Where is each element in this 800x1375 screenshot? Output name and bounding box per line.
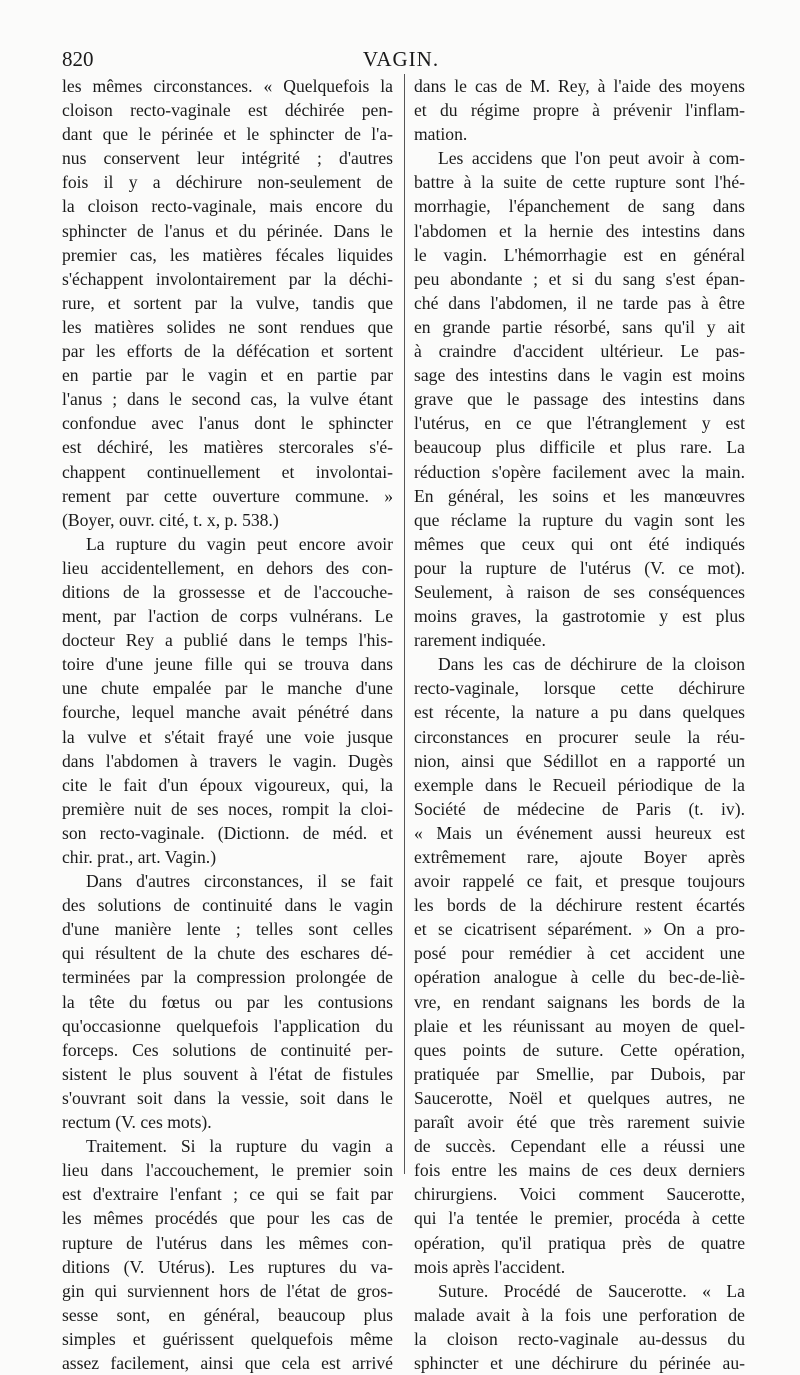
text-line: beaucoup plus difficile et plus rare. La xyxy=(414,437,745,458)
text-line: ché dans l'abdomen, il ne tarde pas à être xyxy=(414,292,745,313)
text-line: terminées par la compression prolongée de xyxy=(62,967,393,988)
text-line: que réclame la rupture du vagin sont les xyxy=(414,509,745,530)
text-line: moins graves, la gastrotomie y est plus xyxy=(414,606,745,627)
left-column xyxy=(62,74,393,1375)
text-line: pour la rupture de l'utérus (V. ce mot). xyxy=(414,557,745,578)
text-line: s'ouvrant soit dans la vessie, soit dans le xyxy=(62,1087,393,1108)
text-line: fourche, lequel manche avait pénétré dans xyxy=(62,702,393,723)
text-line: qui résultent de la chute des eschares dé- xyxy=(62,943,393,964)
text-line: rarement indiquée. xyxy=(414,630,546,651)
text-line: l'utérus, en ce que l'étranglement y est xyxy=(414,413,745,434)
text-line: peu abondante ; et si du sang s'est épan- xyxy=(414,268,745,289)
text-line: son recto-vaginale. (Dictionn. de méd. et xyxy=(62,822,393,843)
text-line: posé pour remédier à cet accident une xyxy=(414,943,745,964)
text-line: lieu dans l'accouchement, le premier soin xyxy=(62,1160,393,1181)
text-line: l'anus ; dans le second cas, la vulve étant xyxy=(62,389,393,410)
text-line: Les accidens que l'on peut avoir à com- xyxy=(438,148,745,169)
text-line: pratiquée par Smellie, par Dubois, par xyxy=(414,1063,745,1084)
text-line: et se cicatrisent séparément. » On a pro- xyxy=(414,919,745,940)
text-line: La rupture du vagin peut encore avoir xyxy=(86,533,393,554)
text-line: dans l'abdomen à travers le vagin. Dugès xyxy=(62,750,393,771)
right-column xyxy=(414,74,745,1375)
text-line: extrêmement rare, ajoute Boyer après xyxy=(414,847,745,867)
text-line: avoir rappelé ce fait, et presque toujours xyxy=(414,871,745,892)
text-line: plaie et les réunissant au moyen de quel- xyxy=(414,1015,745,1036)
text-line: simples et guérissent quelquefois même xyxy=(62,1328,393,1349)
column-divider xyxy=(404,74,405,1174)
page-number: 820 xyxy=(62,47,94,71)
text-line: rure, et sortent par la vulve, tandis que xyxy=(62,292,393,313)
text-line: Saucerotte, Noël et quelques autres, ne xyxy=(414,1087,745,1108)
text-line: toire d'une jeune fille qui se trouva dans xyxy=(62,654,393,675)
text-line: Dans les cas de déchirure de la cloison xyxy=(438,654,745,675)
text-line: sage des intestins dans le vagin est moins xyxy=(414,365,745,386)
running-head: VAGIN. xyxy=(362,47,440,71)
text-line: mation. xyxy=(414,124,468,145)
text-line: Société de médecine de Paris (t. iv). xyxy=(414,798,745,819)
text-line: cloison recto-vaginale est déchirée pen- xyxy=(62,100,393,121)
text-line: les mêmes procédés que pour les cas de xyxy=(62,1208,393,1229)
text-line: opération analogue à celle du bec-de-liè- xyxy=(414,967,745,988)
text-line: les matières solides ne sont rendues que xyxy=(62,316,393,337)
text-line: à craindre d'accident ultérieur. Le pas- xyxy=(414,341,745,362)
text-line: grave que le passage des intestins dans xyxy=(414,389,745,410)
text-line: la cloison recto-vaginale, mais encore du xyxy=(62,196,393,217)
text-line: s'échappent involontairement par la déchi- xyxy=(62,268,393,289)
text-line: sphincter de l'anus et du périnée. Dans le xyxy=(62,220,393,241)
text-line: opération, qu'il pratiqua près de quatre xyxy=(414,1232,745,1253)
text-line: « Mais un événement aussi heureux est xyxy=(414,822,745,843)
text-line: exemple dans le Recueil périodique de la xyxy=(414,774,745,795)
text-line: chirurgiens. Voici comment Saucerotte, xyxy=(414,1184,745,1205)
text-line: Seulement, à raison de ses conséquences xyxy=(414,581,745,602)
text-line: le vagin. L'hémorrhagie est en général xyxy=(414,244,745,265)
text-line: est récente, la nature a pu dans quelques xyxy=(414,702,745,723)
text-line: confondue avec l'anus dont le sphincter xyxy=(62,413,393,434)
text-line: (Boyer, ouvr. cité, t. x, p. 538.) xyxy=(62,509,279,530)
text-line: la vulve et s'était frayé une voie jusque xyxy=(62,726,393,747)
text-line: Dans d'autres circonstances, il se fait xyxy=(86,871,393,892)
text-line: ditions de la grossesse et de l'accouche- xyxy=(62,581,393,602)
text-line: battre à la suite de cette rupture sont l'hé- xyxy=(414,172,745,193)
text-line: malade avait à la fois une perforation de xyxy=(414,1304,745,1325)
text-line: premier cas, les matières fécales liquides xyxy=(62,244,393,265)
text-line: ques points de suture. Cette opération, xyxy=(414,1039,745,1060)
text-line: dant que le périnée et le sphincter de l'a- xyxy=(62,124,393,145)
text-line: les bords de la déchirure restent écartés xyxy=(414,895,745,916)
text-line: forceps. Ces solutions de continuité per- xyxy=(62,1039,393,1060)
text-line: rectum (V. ces mots). xyxy=(62,1112,212,1133)
text-line: l'abdomen et la hernie des intestins dans xyxy=(414,220,745,241)
text-line: les mêmes circonstances. « Quelquefois la xyxy=(62,76,393,96)
text-line: circonstances en procurer seule la réu- xyxy=(414,726,745,747)
text-line: chir. prat., art. Vagin.) xyxy=(62,847,217,867)
text-line: vre, en rendant saignans les bords de la xyxy=(414,991,745,1012)
text-line: mois après l'accident. xyxy=(414,1256,566,1277)
text-line: la tête du fœtus ou par les contusions xyxy=(62,991,393,1012)
text-line: nus conservent leur intégrité ; d'autres xyxy=(62,148,393,169)
text-line: lieu accidentellement, en dehors des con- xyxy=(62,557,393,578)
text-line: nion, ainsi que Sédillot en a rapporté un xyxy=(414,750,745,771)
text-line: docteur Rey a publié dans le temps l'his- xyxy=(62,630,393,651)
text-line: cite le fait d'un époux vigoureux, qui, la xyxy=(62,774,393,795)
text-line: Traitement. Si la rupture du vagin a xyxy=(86,1136,393,1157)
text-line: est déchiré, les matières stercorales s'é- xyxy=(62,437,393,458)
text-line: d'une manière lente ; telles sont celles xyxy=(62,919,393,940)
text-line: Suture. Procédé de Saucerotte. « La xyxy=(438,1280,745,1301)
text-line: est d'extraire l'enfant ; ce qui se fait par xyxy=(62,1184,393,1205)
text-line: une chute empalée par le manche d'une xyxy=(62,678,393,699)
text-line: morrhagie, l'épanchement de sang dans xyxy=(414,196,745,217)
text-line: rupture de l'utérus dans les mêmes con- xyxy=(62,1232,393,1253)
text-line: qui l'a tentée le premier, procéda à cette xyxy=(414,1208,745,1229)
text-line: chappent continuellement et involontai- xyxy=(62,461,393,482)
text-line: par les efforts de la défécation et sortent xyxy=(62,341,393,362)
text-line: En général, les soins et les manœuvres xyxy=(414,485,745,506)
page-header xyxy=(62,44,740,74)
text-line: rement par cette ouverture commune. » xyxy=(62,485,393,506)
text-line: recto-vaginale, lorsque cette déchirure xyxy=(414,678,745,699)
text-line: mêmes que ceux qui ont été indiqués xyxy=(414,533,745,554)
text-line: paraît avoir été que très rarement suivie xyxy=(414,1112,745,1133)
text-line: sistent le plus souvent à l'état de fistules xyxy=(62,1063,393,1084)
text-line: fois il y a déchirure non-seulement de xyxy=(62,172,393,193)
text-line: et du régime propre à prévenir l'inflam- xyxy=(414,100,745,121)
text-line: ment, par l'action de corps vulnérans. Le xyxy=(62,606,393,627)
text-line: fois entre les mains de ces deux derniers xyxy=(414,1160,745,1181)
text-line: en partie par le vagin et en partie par xyxy=(62,365,393,386)
text-line: la cloison recto-vaginale au-dessus du xyxy=(414,1328,745,1349)
text-line: de succès. Cependant elle a réussi une xyxy=(414,1136,745,1157)
text-line: assez facilement, ainsi que cela est arrivé xyxy=(62,1352,393,1373)
text-line: qu'occasionne quelquefois l'application du xyxy=(62,1015,393,1036)
text-line: gin qui surviennent hors de l'état de gros- xyxy=(62,1280,393,1301)
text-line: ditions (V. Utérus). Les ruptures du va- xyxy=(62,1256,393,1277)
text-line: sphincter et une déchirure du périnée au- xyxy=(414,1352,745,1373)
text-line: première nuit de ses noces, rompit la cloi- xyxy=(62,798,393,819)
text-line: sesse sont, en général, beaucoup plus xyxy=(62,1304,393,1325)
text-line: réduction s'opère facilement avec la main. xyxy=(414,461,745,482)
text-line: en grande partie résorbé, sans qu'il y ait xyxy=(414,316,745,337)
text-line: dans le cas de M. Rey, à l'aide des moyens xyxy=(414,76,745,96)
text-line: des solutions de continuité dans le vagin xyxy=(62,895,393,916)
